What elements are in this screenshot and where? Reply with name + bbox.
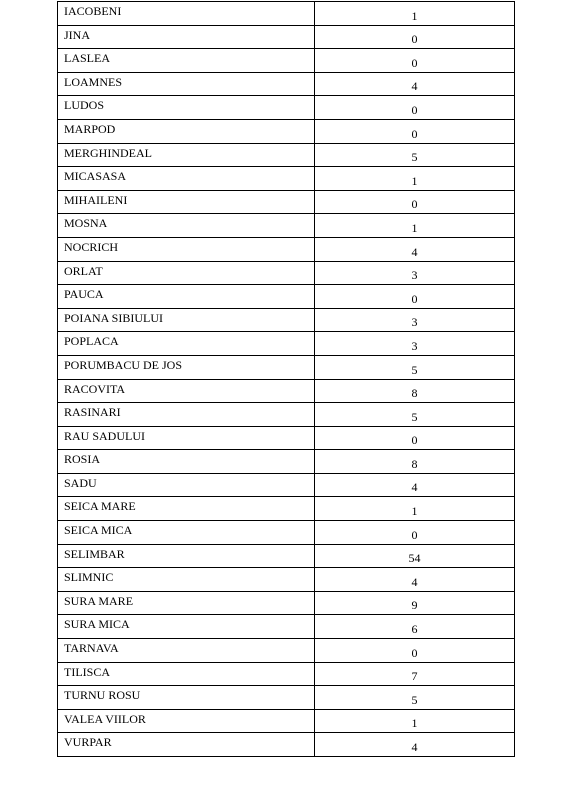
count-value-cell: 1 <box>315 167 515 191</box>
locality-name-cell: PAUCA <box>58 285 315 309</box>
table-row <box>58 662 515 686</box>
table-row <box>58 591 515 615</box>
locality-name-cell: RASINARI <box>58 403 315 427</box>
count-value-cell: 0 <box>315 285 515 309</box>
table-row <box>58 709 515 733</box>
count-value-cell: 1 <box>315 2 515 26</box>
table-row <box>58 72 515 96</box>
locality-name-cell: SEICA MARE <box>58 497 315 521</box>
count-value-cell: 7 <box>315 662 515 686</box>
count-value-cell: 0 <box>315 190 515 214</box>
count-value-cell: 8 <box>315 379 515 403</box>
count-value-cell: 9 <box>315 591 515 615</box>
locality-name-cell: POPLACA <box>58 332 315 356</box>
table-body <box>58 2 515 757</box>
table-row <box>58 615 515 639</box>
table-row <box>58 473 515 497</box>
count-value-cell: 4 <box>315 72 515 96</box>
locality-name-cell: SELIMBAR <box>58 544 315 568</box>
locality-name-cell: MARPOD <box>58 119 315 143</box>
locality-name-cell: RAU SADULUI <box>58 426 315 450</box>
count-value-cell: 4 <box>315 568 515 592</box>
table-row <box>58 119 515 143</box>
locality-name-cell: SEICA MICA <box>58 521 315 545</box>
locality-name-cell: SURA MARE <box>58 591 315 615</box>
locality-name-cell: LUDOS <box>58 96 315 120</box>
locality-name-cell: MICASASA <box>58 167 315 191</box>
locality-name-cell: POIANA SIBIULUI <box>58 308 315 332</box>
count-value-cell: 5 <box>315 403 515 427</box>
locality-name-cell: VALEA VIILOR <box>58 709 315 733</box>
table-row <box>58 544 515 568</box>
locality-name-cell: LASLEA <box>58 49 315 73</box>
count-value-cell: 5 <box>315 355 515 379</box>
count-value-cell: 0 <box>315 49 515 73</box>
data-table <box>57 1 515 757</box>
locality-name-cell: IACOBENI <box>58 2 315 26</box>
table-row <box>58 733 515 757</box>
table-row <box>58 49 515 73</box>
count-value-cell: 4 <box>315 473 515 497</box>
locality-name-cell: ORLAT <box>58 261 315 285</box>
table-row <box>58 403 515 427</box>
locality-name-cell: MIHAILENI <box>58 190 315 214</box>
locality-name-cell: RACOVITA <box>58 379 315 403</box>
table-row <box>58 639 515 663</box>
locality-name-cell: ROSIA <box>58 450 315 474</box>
count-value-cell: 0 <box>315 426 515 450</box>
locality-name-cell: TURNU ROSU <box>58 686 315 710</box>
table-row <box>58 379 515 403</box>
locality-name-cell: VURPAR <box>58 733 315 757</box>
count-value-cell: 1 <box>315 709 515 733</box>
count-value-cell: 5 <box>315 143 515 167</box>
count-value-cell: 1 <box>315 497 515 521</box>
table-row <box>58 25 515 49</box>
locality-name-cell: MERGHINDEAL <box>58 143 315 167</box>
locality-name-cell: NOCRICH <box>58 237 315 261</box>
table-row <box>58 568 515 592</box>
count-value-cell: 0 <box>315 96 515 120</box>
table-row <box>58 308 515 332</box>
count-value-cell: 6 <box>315 615 515 639</box>
locality-name-cell: MOSNA <box>58 214 315 238</box>
table-row <box>58 237 515 261</box>
table-row <box>58 355 515 379</box>
locality-name-cell: SADU <box>58 473 315 497</box>
count-value-cell: 54 <box>315 544 515 568</box>
locality-name-cell: TILISCA <box>58 662 315 686</box>
count-value-cell: 4 <box>315 237 515 261</box>
table-row <box>58 521 515 545</box>
table-row <box>58 686 515 710</box>
locality-name-cell: PORUMBACU DE JOS <box>58 355 315 379</box>
table-row <box>58 143 515 167</box>
table-row <box>58 426 515 450</box>
table-row <box>58 2 515 26</box>
locality-name-cell: TARNAVA <box>58 639 315 663</box>
count-value-cell: 0 <box>315 119 515 143</box>
table-row <box>58 190 515 214</box>
count-value-cell: 4 <box>315 733 515 757</box>
locality-name-cell: LOAMNES <box>58 72 315 96</box>
table-row <box>58 450 515 474</box>
count-value-cell: 1 <box>315 214 515 238</box>
table-row <box>58 214 515 238</box>
count-value-cell: 0 <box>315 25 515 49</box>
table-row <box>58 285 515 309</box>
locality-name-cell: SURA MICA <box>58 615 315 639</box>
locality-name-cell: SLIMNIC <box>58 568 315 592</box>
count-value-cell: 5 <box>315 686 515 710</box>
table-row <box>58 332 515 356</box>
table-row <box>58 261 515 285</box>
count-value-cell: 8 <box>315 450 515 474</box>
table-row <box>58 167 515 191</box>
count-value-cell: 3 <box>315 308 515 332</box>
count-value-cell: 3 <box>315 261 515 285</box>
count-value-cell: 3 <box>315 332 515 356</box>
locality-name-cell: JINA <box>58 25 315 49</box>
count-value-cell: 0 <box>315 639 515 663</box>
table-row <box>58 497 515 521</box>
count-value-cell: 0 <box>315 521 515 545</box>
table-row <box>58 96 515 120</box>
